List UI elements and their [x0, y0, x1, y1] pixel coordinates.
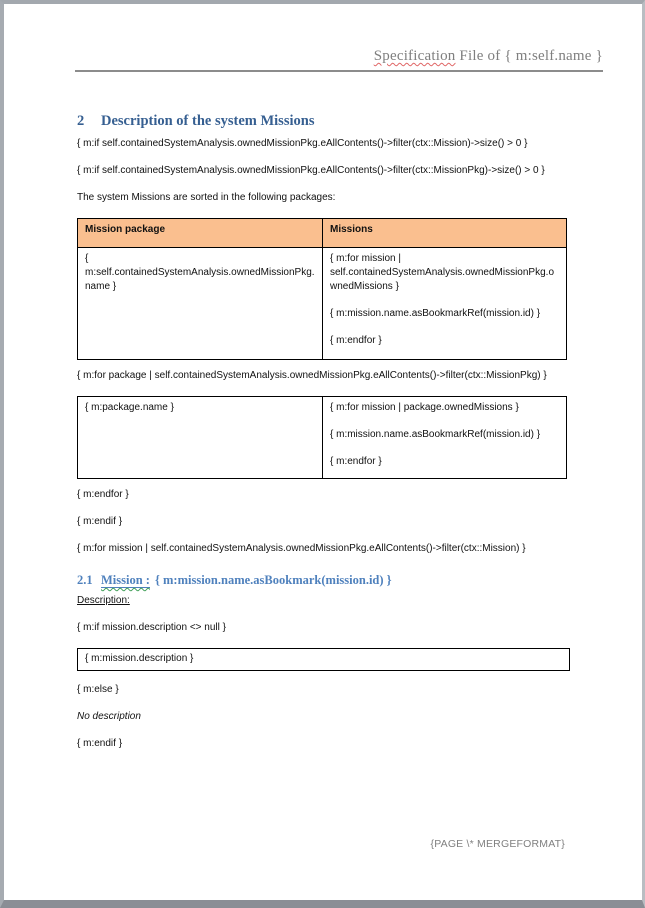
heading-text: [101, 572, 392, 588]
template-endfor-line: { m:endfor }: [330, 335, 382, 346]
template-for-mission-line: { m:for mission | self.containedSystemAnalysis.ownedMissionPkg.ownedMissions }: [330, 253, 554, 292]
heading-number: 2.1: [77, 573, 93, 587]
package-table-row: [78, 397, 567, 479]
missions-table-row: [78, 248, 567, 360]
running-header: [75, 48, 603, 72]
section-heading-2-1: [77, 572, 566, 588]
section-heading-2: [77, 112, 566, 130]
description-label: Description:: [77, 595, 130, 606]
col-header-missions: Missions: [323, 219, 567, 248]
package-table: [77, 396, 567, 479]
header-misspelled-word: Specification: [373, 48, 456, 64]
template-if-description: { m:if mission.description <> null }: [77, 622, 226, 633]
template-for-mission: { m:for mission | self.containedSystemAnalysis.ownedMissionPkg.eAllContents()->filter(ctx::Mission) }: [77, 543, 526, 554]
heading-number: 2: [77, 113, 85, 129]
template-endif-2: { m:endif }: [77, 738, 123, 749]
heading-text: Description of the system Missions: [101, 113, 315, 129]
template-if-mission: { m:if self.containedSystemAnalysis.ownedMissionPkg.eAllContents()->filter(ctx::Mission)->size() > 0 }: [77, 138, 528, 149]
mission-description-box: { m:mission.description }: [77, 648, 570, 671]
heading-bookmark-label: Mission :: [101, 573, 150, 587]
template-bookmark-ref-line: { m:mission.name.asBookmarkRef(mission.id) }: [330, 308, 541, 319]
template-else: { m:else }: [77, 684, 119, 695]
page-number-field: {PAGE \* MERGEFORMAT}: [430, 838, 565, 850]
document-body: [77, 112, 566, 751]
no-description-text: No description: [77, 711, 141, 722]
header-title-rest: File of { m:self.name }: [455, 48, 603, 64]
col-header-mission-package: Mission package: [78, 219, 323, 248]
heading-code: { m:mission.name.asBookmark(mission.id) }: [154, 573, 392, 587]
template-for-mission-line: { m:for mission | package.ownedMissions }: [330, 402, 519, 413]
template-bookmark-ref-line: { m:mission.name.asBookmarkRef(mission.id) }: [330, 429, 541, 440]
template-if-missionpkg: { m:if self.containedSystemAnalysis.ownedMissionPkg.eAllContents()->filter(ctx::MissionPkg)->size() > 0 }: [77, 165, 545, 176]
missions-table: [77, 218, 567, 360]
missions-cell: [323, 397, 567, 479]
template-for-package: { m:for package | self.containedSystemAnalysis.ownedMissionPkg.eAllContents()->filter(ctx::MissionPkg) }: [77, 370, 547, 381]
template-endif: { m:endif }: [77, 516, 123, 527]
missions-table-header-row: [78, 219, 567, 248]
package-name-cell: { m:package.name }: [78, 397, 323, 479]
template-endfor: { m:endfor }: [77, 489, 129, 500]
package-name-cell: { m:self.containedSystemAnalysis.ownedMissionPkg.name }: [78, 248, 323, 360]
intro-sentence: The system Missions are sorted in the following packages:: [77, 192, 336, 203]
template-endfor-line: { m:endfor }: [330, 456, 382, 467]
missions-cell: [323, 248, 567, 360]
